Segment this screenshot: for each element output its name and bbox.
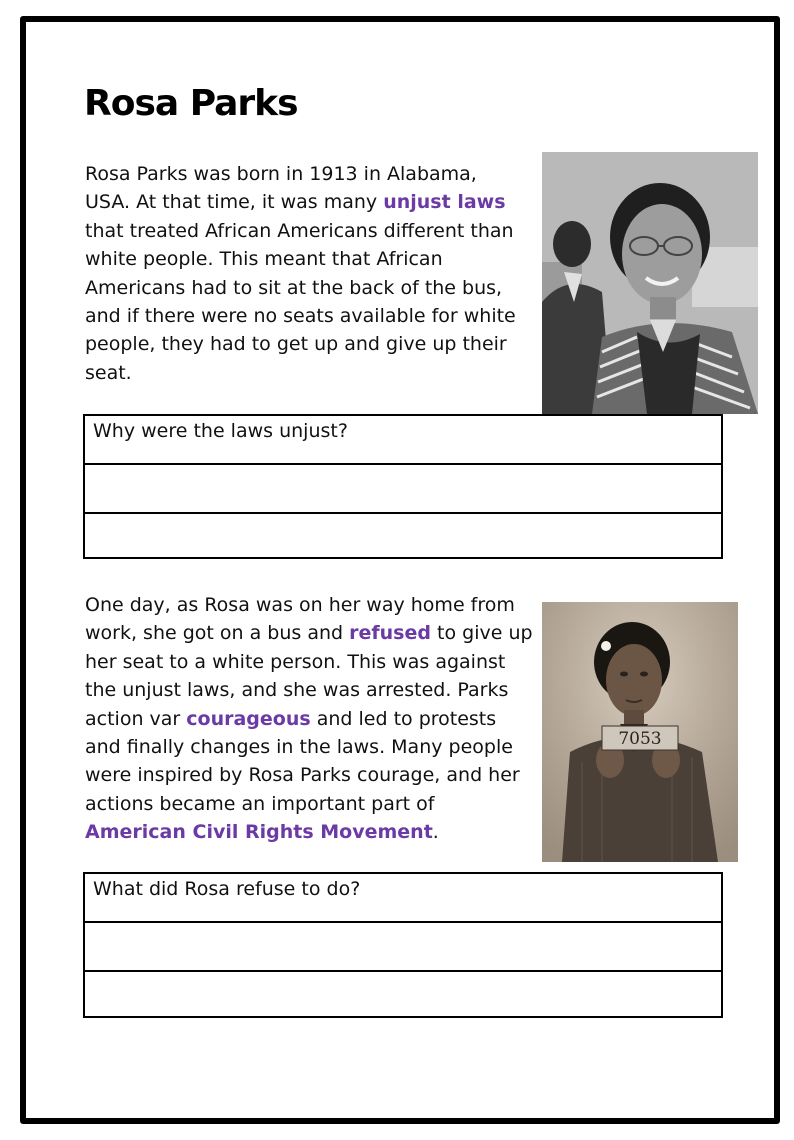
text-segment: to give up her seat to a white person. This was against the unjust laws, and she was arrested. Parks action var (85, 622, 533, 730)
intro-paragraph (85, 160, 525, 387)
vocab-courageous: courageous (186, 707, 311, 730)
text-segment: One day, as Rosa was on her way home from work, she got on a bus and (85, 594, 515, 645)
text-segment: . (432, 821, 439, 844)
question-box-2 (83, 872, 723, 1018)
vocab-civil-rights-movement: American Civil Rights Movement (85, 821, 433, 844)
question-prompt: Why were the laws unjust? (85, 416, 721, 465)
answer-line[interactable] (85, 923, 721, 972)
rosa-parks-portrait-photo (542, 152, 758, 414)
vocab-refused: refused (349, 622, 431, 645)
text-segment: Rosa Parks was born in 1913 in Alabama, USA. At that time, it was many (85, 163, 477, 214)
question-prompt: What did Rosa refuse to do? (85, 874, 721, 923)
booking-number: 7053 (618, 729, 662, 749)
answer-line[interactable] (85, 465, 721, 514)
answer-line[interactable] (85, 972, 721, 1018)
vocab-unjust-laws: unjust laws (383, 191, 506, 214)
page-title: Rosa Parks (84, 83, 298, 124)
arrest-paragraph (85, 591, 535, 847)
text-segment: and led to protests and finally changes in the laws. Many people were inspired by Rosa Parks courage, and her actions became an important part of (85, 707, 520, 815)
rosa-parks-booking-photo (542, 602, 738, 862)
answer-line[interactable] (85, 514, 721, 560)
question-box-1 (83, 414, 723, 559)
text-segment: that treated African Americans different than white people. This meant that African Americans had to sit at the back of the bus, and if there were no seats available for white people, they had to get up and give up their seat. (85, 219, 516, 384)
